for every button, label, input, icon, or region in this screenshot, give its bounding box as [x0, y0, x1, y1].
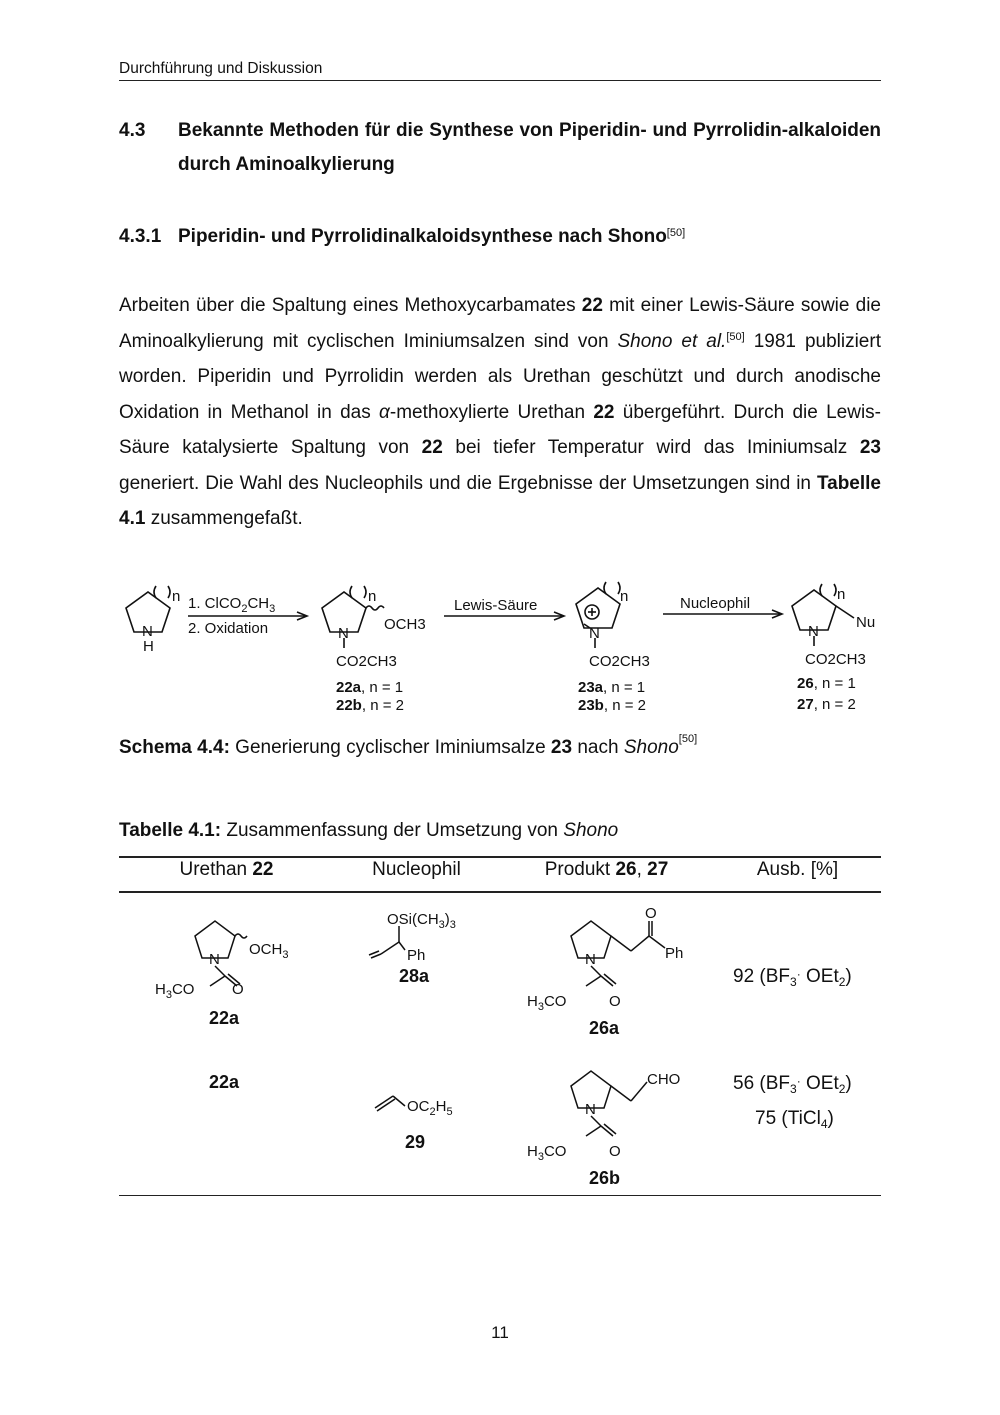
svg-text:OC2H5: $OC_2H_5$ — [407, 1098, 453, 1118]
co2ch3-group: CO2CH3 — [589, 653, 650, 670]
svg-text:H3CO: $H_3CO$ — [527, 1143, 567, 1163]
subsection-title-text: Piperidin- und Pyrrolidinalkaloidsynthese nach Shono — [178, 226, 667, 247]
table-caption: Tabelle 4.1: Zusammenfassung der Umsetzung von Shono — [119, 820, 619, 841]
wavy-bond — [366, 606, 384, 610]
subsection-number: 4.3.1 — [119, 226, 162, 247]
urethan-label: 22a — [209, 1008, 240, 1028]
o-atom: O — [645, 905, 657, 922]
svg-text:22b, n = 2: 22b, n = 2 — [336, 697, 404, 714]
citation-ref: [50] — [666, 227, 686, 239]
structure-28a-bond — [381, 942, 399, 954]
och3-group: OCH3 — [384, 616, 426, 633]
section-title: Bekannte Methoden für die Synthese von Piperidin- und Pyrrolidin-alkaloiden durch Aminoalkylierung — [178, 120, 881, 175]
caption-label: Schema 4.4: — [119, 737, 230, 758]
n-atom: N — [209, 951, 220, 968]
compound-ref: 22 — [421, 437, 443, 458]
compound-label: 26 — [797, 675, 814, 692]
schema-caption: Schema 4.4: Generierung cyclischer Iminiumsalze 23 nach Shono[50] — [119, 733, 698, 758]
compound-label: 22b — [336, 697, 362, 714]
ph-group: Ph — [665, 945, 684, 962]
author-ref: Shono et al. — [617, 330, 727, 352]
compound-ref: 22 — [593, 401, 615, 423]
svg-text:H3CO: $H_3CO$ — [155, 981, 195, 1001]
text: 1981 publiziert worden. Piperidin und Pyrrolidin werden als Urethan geschützt und durch anodische Oxidation in Methanol in das — [119, 330, 881, 423]
co2ch3-group: CO2CH3 — [805, 651, 866, 668]
reagent-line-1: 1. $ClCO_2CH_3$ — [188, 595, 276, 615]
svg-text:23a, n = 1: 23a, n = 1 — [578, 679, 646, 696]
reaction-scheme — [100, 570, 900, 720]
text: mit einer Lewis-Säure sowie die Aminoalkylierung mit cyclischen Iminiumsalzen sind von — [119, 295, 881, 352]
body-paragraph — [119, 288, 881, 537]
text: zusammengefaßt. — [145, 508, 303, 529]
subsection-title — [178, 220, 685, 254]
yield-value: 75 (TiCl$_4$) — [755, 1108, 834, 1131]
table-bottom-rule — [119, 1195, 881, 1196]
col-header-produkt: Produkt 26, 27 — [544, 859, 669, 880]
svg-text:27, n = 2: 27, n = 2 — [797, 696, 856, 713]
n-atom: N — [338, 625, 349, 642]
svg-text:22a, n = 1: 22a, n = 1 — [336, 679, 404, 696]
alpha-symbol: α — [379, 401, 390, 423]
n-atom: N — [585, 1101, 596, 1118]
product-label: 26a — [589, 1018, 620, 1038]
o-atom: O — [232, 981, 244, 998]
svg-text:H3CO: $H_3CO$ — [527, 993, 567, 1013]
compound-label: 27 — [797, 696, 814, 713]
nucleophile-label: 29 — [405, 1132, 426, 1152]
h-atom: H — [143, 638, 154, 655]
yield-value: 92 ($BF_3^\cdot$ OEt$_2$) — [733, 966, 852, 989]
text: bei tiefer Temperatur wird das Iminiumsalz — [442, 437, 860, 458]
svg-text:OSi(CH3)3: $OSi(CH_3)_3$ — [387, 911, 456, 931]
col-header-ausb: Ausb. [%] — [756, 859, 839, 880]
page-number: 11 — [491, 1323, 509, 1342]
lewis-acid-label: Lewis-Säure — [454, 597, 538, 614]
n-atom: N — [585, 951, 596, 968]
o-atom: O — [609, 1143, 621, 1160]
urethan-label: 22a — [209, 1072, 240, 1092]
text: Arbeiten über die Spaltung eines Methoxycarbamates — [119, 295, 582, 316]
n-label: n — [368, 588, 377, 605]
compound-ref: 23 — [859, 437, 881, 458]
col-header-nucleophil: Nucleophil — [372, 859, 461, 880]
svg-text:23b, n = 2: 23b, n = 2 — [578, 697, 646, 714]
table-body — [119, 896, 881, 1201]
n-label: n — [172, 588, 181, 605]
citation-ref: [50] — [726, 330, 745, 343]
compound-ref: 22 — [581, 295, 603, 316]
running-header: Durchführung und Diskussion — [119, 60, 881, 81]
nucleophile-label: Nucleophil — [680, 595, 751, 612]
nu-group: Nu — [856, 614, 876, 631]
cho-group: CHO — [647, 1071, 681, 1088]
n-label: n — [620, 588, 629, 605]
n-atom: N — [589, 625, 600, 642]
col-header-urethan: Urethan 22 — [179, 859, 274, 880]
svg-text:26, n = 1: 26, n = 1 — [797, 675, 856, 692]
svg-text:OCH3: $OCH_3$ — [249, 941, 289, 961]
table-header-rule — [119, 891, 881, 893]
yield-value: 56 ($BF_3^\cdot$ OEt$_2$) — [733, 1073, 852, 1096]
text: übergeführt. Durch die Lewis-Säure katalysierte Spaltung von — [119, 401, 881, 458]
compound-label: 23a — [578, 679, 604, 696]
compound-label: 22a — [336, 679, 362, 696]
nucleophile-label: 28a — [399, 966, 430, 986]
table-ref: Tabelle 4.1 — [119, 472, 881, 529]
text: generiert. Die Wahl des Nucleophils und die Ergebnisse der Umsetzungen sind in — [119, 472, 817, 494]
o-atom: O — [609, 993, 621, 1010]
section-number: 4.3 — [119, 120, 146, 141]
reagent-line-2: 2. Oxidation — [188, 620, 269, 637]
n-atom: N — [142, 623, 153, 640]
citation-ref: [50] — [678, 733, 698, 745]
caption-label: Tabelle 4.1: — [119, 820, 222, 841]
ph-group: Ph — [407, 947, 426, 964]
product-label: 26b — [589, 1168, 621, 1188]
ring-bracket — [154, 586, 170, 598]
co2ch3-group: CO2CH3 — [336, 653, 397, 670]
compound-label: 23b — [578, 697, 604, 714]
n-atom: N — [808, 623, 819, 640]
text: -methoxylierte Urethan — [389, 401, 594, 423]
n-label: n — [837, 586, 846, 603]
